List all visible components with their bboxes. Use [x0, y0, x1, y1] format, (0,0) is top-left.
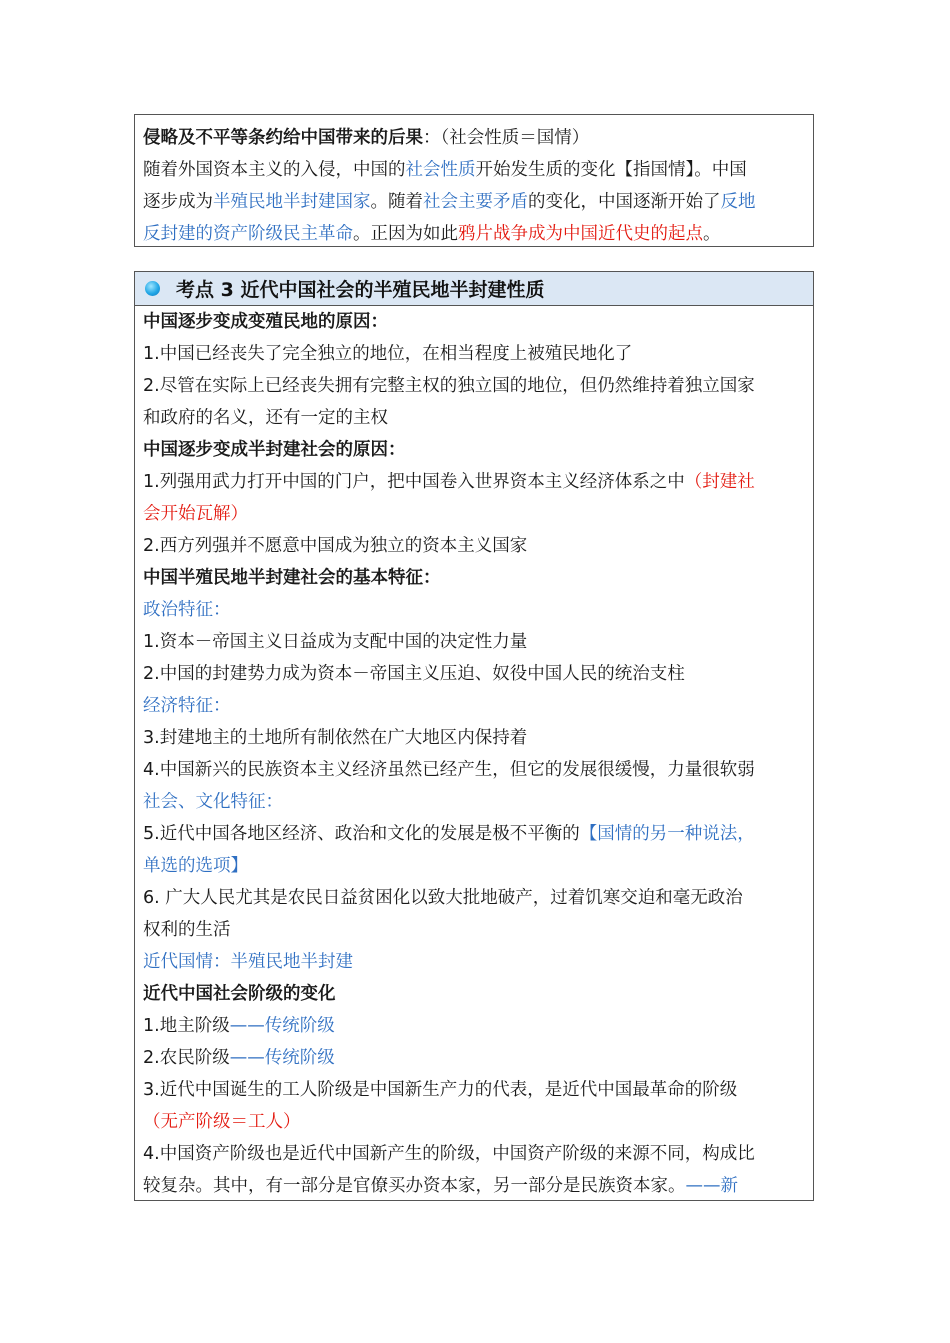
text-line: 4.中国新兴的民族资本主义经济虽然已经产生，但它的发展很缓慢，力量很软弱 — [143, 760, 755, 780]
text-span: 的变化，中国逐渐开始了 — [528, 192, 721, 212]
text-line: 2.中国的封建势力成为资本－帝国主义压迫、奴役中国人民的统治支柱 — [143, 664, 685, 684]
text-line: 3.封建地主的土地所有制依然在广大地区内保持着 — [143, 728, 528, 748]
text-line: 3.近代中国诞生的工人阶级是中国新生产力的代表，是近代中国最革命的阶级 — [143, 1080, 738, 1100]
text-span: 2.农民阶级 — [143, 1048, 230, 1068]
highlight-term: 反封建的资产阶级民主革命 — [143, 224, 353, 244]
text-line: 2.尽管在实际上已经丧失拥有完整主权的独立国的地位，但仍然维持着独立国家 — [143, 376, 755, 396]
text-line: 1.资本－帝国主义日益成为支配中国的决定性力量 — [143, 632, 528, 652]
text-line — [143, 818, 805, 850]
consequences-note: ：（社会性质＝国情） — [423, 128, 590, 148]
highlight-term: ——传统阶级 — [229, 1048, 335, 1068]
text-line — [143, 1042, 805, 1074]
highlight-term: 反地 — [720, 192, 756, 212]
text-span: 。随着 — [370, 192, 423, 212]
text-line — [143, 1010, 805, 1042]
text-line — [143, 218, 805, 250]
highlight-term: 社会性质 — [405, 160, 476, 180]
text-line — [143, 154, 805, 186]
text-span: 1.列强用武力打开中国的门户，把中国卷入世界资本主义经济体系之中 — [143, 472, 685, 492]
text-span: 。正因为如此 — [353, 224, 458, 244]
text-span: 5.近代中国各地区经济、政治和文化的发展是极不平衡的 — [143, 824, 580, 844]
topic-3-box — [134, 271, 814, 1201]
text-line: 和政府的名义，还有一定的主权 — [143, 408, 388, 428]
bullet-dot-icon — [145, 281, 160, 296]
text-line: 4.中国资产阶级也是近代中国新产生的阶级，中国资产阶级的来源不同，构成比 — [143, 1144, 755, 1164]
text-span: 开始发生质的变化【指国情】。中国 — [475, 160, 747, 180]
section-heading: 中国逐步变成半封建社会的原因： — [143, 440, 406, 460]
section-heading: 中国半殖民地半封建社会的基本特征： — [143, 568, 441, 588]
topic-title: 考点 3 近代中国社会的半殖民地半封建性质 — [176, 279, 545, 301]
text-line: 2.西方列强并不愿意中国成为独立的资本主义国家 — [143, 536, 528, 556]
subheading: 近代国情：半殖民地半封建 — [143, 952, 353, 972]
text-line: 1.中国已经丧失了完全独立的地位，在相当程度上被殖民地化了 — [143, 344, 633, 364]
highlight-term: 【国情的另一种说法， — [579, 824, 755, 844]
subheading: 政治特征： — [143, 600, 231, 620]
text-line: 权利的生活 — [143, 920, 231, 940]
text-span: 随着外国资本主义的入侵，中国的 — [143, 160, 406, 180]
section-heading: 中国逐步变成变殖民地的原因： — [143, 312, 388, 332]
highlight-line: 单选的选项】 — [143, 856, 248, 876]
key-point: （封建社 — [684, 472, 755, 492]
key-point: 鸦片战争成为中国近代史的起点 — [458, 224, 703, 244]
key-point-line: （无产阶级＝工人） — [143, 1112, 301, 1132]
topic-header — [135, 272, 813, 306]
consequences-box — [134, 114, 814, 247]
text-line — [143, 186, 805, 218]
highlight-term: 半殖民地半封建国家 — [213, 192, 371, 212]
text-line: 6. 广大人民尤其是农民日益贫困化以致大批地破产，过着饥寒交迫和毫无政治 — [143, 888, 743, 908]
text-line — [143, 466, 805, 498]
subheading: 经济特征： — [143, 696, 231, 716]
subheading: 社会、文化特征： — [143, 792, 283, 812]
topic-body — [135, 306, 813, 1201]
text-span: 较复杂。其中，有一部分是官僚买办资本家，另一部分是民族资本家。 — [143, 1176, 686, 1196]
highlight-term: 社会主要矛盾 — [423, 192, 528, 212]
text-span: 逐步成为 — [143, 192, 213, 212]
highlight-term: ——传统阶级 — [229, 1016, 335, 1036]
consequences-heading: 侵略及不平等条约给中国带来的后果 — [143, 128, 423, 148]
text-span: 。 — [703, 224, 721, 244]
key-point-line: 会开始瓦解） — [143, 504, 248, 524]
highlight-term: ——新 — [685, 1176, 738, 1196]
consequences-title-line — [143, 122, 805, 154]
text-line — [143, 1170, 805, 1201]
section-heading: 近代中国社会阶级的变化 — [143, 984, 336, 1004]
text-span: 1.地主阶级 — [143, 1016, 230, 1036]
